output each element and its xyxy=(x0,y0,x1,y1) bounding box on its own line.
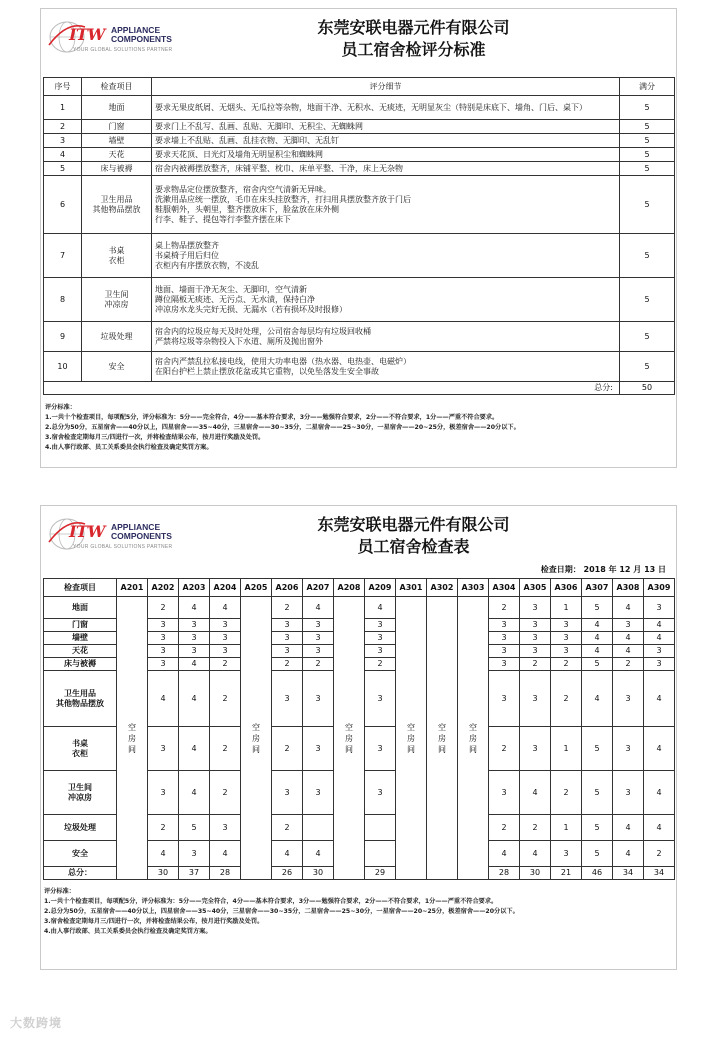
row-item: 垃圾处理 xyxy=(82,322,152,352)
row-score: 5 xyxy=(620,134,675,148)
row-item: 书桌 衣柜 xyxy=(82,234,152,278)
score-cell: 4 xyxy=(644,632,675,645)
score-cell: 4 xyxy=(179,727,210,771)
scoring-notes-2: 评分标准： 1.一共十个检查项目，每项配5分，评分标准为：5分——完全符合，4分——基本符合要求，3分——勉强符合要求，2分——不符合要求，1分——严重不符合要求。 2.总分为50分，五星宿舍——40分以上，四星宿舍——35~40分，三星宿舍——30~35分，二星宿舍——25~30分，一星宿舍——20~25分，极差宿舍——20分以下。 3.宿舍检查定期每月三/四进行一次，并将检查结果公布，按月进行奖励及处罚。 4.由人事行政部、员工关系委员会执行检查及确定奖罚方案。 xyxy=(44,888,519,935)
inspection-item: 卫生间 冲凉房 xyxy=(44,771,117,815)
score-cell: 3 xyxy=(520,619,551,632)
score-cell: 3 xyxy=(551,841,582,867)
room-header: A205 xyxy=(241,579,272,597)
vacant-room-cell: 空 房 间 xyxy=(241,597,272,880)
room-header: A303 xyxy=(458,579,489,597)
sheet-title-block xyxy=(191,514,636,558)
score-cell: 4 xyxy=(644,671,675,727)
total-cell: 21 xyxy=(551,867,582,880)
row-details: 宿舍内严禁乱拉私接电线，使用大功率电器（热水器、电热壶、电磁炉） 在阳台护栏上禁止摆放花盆或其它重物，以免坠落发生安全事故 xyxy=(152,352,620,382)
row-number: 3 xyxy=(44,134,82,148)
row-number: 7 xyxy=(44,234,82,278)
score-cell: 2 xyxy=(365,658,396,671)
score-cell: 5 xyxy=(179,815,210,841)
score-cell: 3 xyxy=(551,619,582,632)
row-score: 5 xyxy=(620,322,675,352)
score-cell: 2 xyxy=(489,597,520,619)
vacant-room-cell: 空 房 间 xyxy=(117,597,148,880)
score-cell: 3 xyxy=(520,727,551,771)
score-cell: 3 xyxy=(644,597,675,619)
row-details: 桌上物品摆放整齐 书桌椅子用后归位 衣柜内有序摆放衣物，不凌乱 xyxy=(152,234,620,278)
room-header: A301 xyxy=(396,579,427,597)
score-cell: 4 xyxy=(613,815,644,841)
score-cell: 3 xyxy=(365,727,396,771)
row-details: 要求无果皮纸屑、无烟头、无瓜拉等杂物，地面干净、无积水、无痰迹，无明显灰尘（特别是床底下、墙角、门后、桌下） xyxy=(152,96,620,120)
logo-tagline: YOUR GLOBAL SOLUTIONS PARTNER xyxy=(73,544,173,550)
col-header-no: 序号 xyxy=(44,78,82,96)
score-cell: 4 xyxy=(365,597,396,619)
score-cell: 3 xyxy=(272,645,303,658)
logo-mark: ITW xyxy=(69,522,105,541)
score-cell: 3 xyxy=(365,771,396,815)
standard-row xyxy=(44,120,675,134)
score-cell: 3 xyxy=(520,632,551,645)
score-cell: 4 xyxy=(520,771,551,815)
score-cell: 4 xyxy=(303,841,334,867)
score-cell: 3 xyxy=(365,645,396,658)
score-cell: 3 xyxy=(489,645,520,658)
inspection-item: 书桌 衣柜 xyxy=(44,727,117,771)
score-cell: 4 xyxy=(148,671,179,727)
inspection-item: 地面 xyxy=(44,597,117,619)
total-label: 总分: xyxy=(44,382,620,395)
score-cell: 1 xyxy=(551,727,582,771)
score-cell: 2 xyxy=(489,727,520,771)
score-cell: 4 xyxy=(179,658,210,671)
sheet-header xyxy=(41,506,676,568)
score-cell: 4 xyxy=(179,671,210,727)
row-item: 地面 xyxy=(82,96,152,120)
score-cell: 3 xyxy=(179,632,210,645)
score-cell: 5 xyxy=(582,815,613,841)
score-cell: 3 xyxy=(613,619,644,632)
score-cell: 3 xyxy=(489,619,520,632)
score-cell: 3 xyxy=(489,771,520,815)
score-cell: 2 xyxy=(148,597,179,619)
company-name: 东莞安联电器元件有限公司 xyxy=(317,18,510,37)
score-cell: 4 xyxy=(520,841,551,867)
room-header: A207 xyxy=(303,579,334,597)
row-number: 5 xyxy=(44,162,82,176)
score-cell: 4 xyxy=(613,632,644,645)
score-cell: 3 xyxy=(272,771,303,815)
total-cell: 28 xyxy=(489,867,520,880)
row-details: 要求门上不乱写、乱画、乱贴、无脚印、无积尘、无蜘蛛网 xyxy=(152,120,620,134)
score-cell: 4 xyxy=(613,841,644,867)
score-cell: 2 xyxy=(303,658,334,671)
row-details: 要求天花顶、日光灯及墙角无明显积尘和蜘蛛网 xyxy=(152,148,620,162)
score-cell: 4 xyxy=(148,841,179,867)
score-cell: 3 xyxy=(272,619,303,632)
inspection-item: 卫生用品 其他物品摆放 xyxy=(44,671,117,727)
score-cell: 3 xyxy=(272,671,303,727)
score-cell: 3 xyxy=(148,727,179,771)
score-cell: 3 xyxy=(303,671,334,727)
score-cell: 3 xyxy=(520,645,551,658)
col-header-item: 检查项目 xyxy=(44,579,117,597)
score-cell: 5 xyxy=(582,771,613,815)
row-score: 5 xyxy=(620,352,675,382)
scoring-notes: 评分标准： 1.一共十个检查项目，每项配5分，评分标准为：5分——完全符合，4分——基本符合要求，3分——勉强符合要求，2分——不符合要求，1分——严重不符合要求。 2.总分为50分，五星宿舍——40分以上，四星宿舍——35~40分，三星宿舍——30~35分，二星宿舍——25~30分，一星宿舍——20~25分，极差宿舍——20分以下。 3.宿舍检查定期每月三/四进行一次，并将检查结果公布，按月进行奖励及处罚。 4.由人事行政部、员工关系委员会执行检查及确定奖罚方案。 xyxy=(45,404,520,451)
score-cell: 3 xyxy=(303,632,334,645)
score-cell: 2 xyxy=(644,841,675,867)
sheet-title: 员工宿舍检查表 xyxy=(357,537,470,556)
col-header-details: 评分细节 xyxy=(152,78,620,96)
score-cell: 3 xyxy=(179,841,210,867)
score-cell: 2 xyxy=(272,658,303,671)
score-cell: 4 xyxy=(613,597,644,619)
row-number: 1 xyxy=(44,96,82,120)
score-cell: 3 xyxy=(613,727,644,771)
score-cell: 3 xyxy=(365,619,396,632)
standard-row xyxy=(44,278,675,322)
score-cell: 3 xyxy=(489,671,520,727)
col-header-item: 检查项目 xyxy=(82,78,152,96)
score-cell: 2 xyxy=(551,658,582,671)
score-cell: 2 xyxy=(210,727,241,771)
score-cell: 4 xyxy=(644,771,675,815)
row-score: 5 xyxy=(620,148,675,162)
row-score: 5 xyxy=(620,278,675,322)
score-cell: 3 xyxy=(210,619,241,632)
row-number: 6 xyxy=(44,176,82,234)
room-header: A201 xyxy=(117,579,148,597)
score-cell: 3 xyxy=(148,632,179,645)
room-header: A206 xyxy=(272,579,303,597)
standard-row xyxy=(44,352,675,382)
score-cell: 2 xyxy=(551,671,582,727)
score-cell: 3 xyxy=(489,658,520,671)
score-cell: 1 xyxy=(551,597,582,619)
score-cell: 2 xyxy=(520,815,551,841)
standard-row xyxy=(44,134,675,148)
row-item: 安全 xyxy=(82,352,152,382)
row-item: 门窗 xyxy=(82,120,152,134)
table-header-row xyxy=(44,579,675,597)
company-name: 东莞安联电器元件有限公司 xyxy=(317,515,510,534)
score-cell: 4 xyxy=(644,619,675,632)
row-number: 10 xyxy=(44,352,82,382)
score-cell: 4 xyxy=(644,727,675,771)
room-header: A306 xyxy=(551,579,582,597)
room-header: A302 xyxy=(427,579,458,597)
score-cell: 4 xyxy=(489,841,520,867)
row-number: 2 xyxy=(44,120,82,134)
row-score: 5 xyxy=(620,176,675,234)
inspection-item: 床与被褥 xyxy=(44,658,117,671)
score-cell: 4 xyxy=(644,815,675,841)
sheet-title-block xyxy=(191,17,636,61)
room-header: A308 xyxy=(613,579,644,597)
score-cell: 4 xyxy=(179,771,210,815)
score-cell: 3 xyxy=(179,619,210,632)
inspection-row xyxy=(44,597,675,619)
col-header-score: 满分 xyxy=(620,78,675,96)
score-cell: 4 xyxy=(582,645,613,658)
scoring-standard-table xyxy=(43,77,675,395)
standard-row xyxy=(44,176,675,234)
total-label: 总分： xyxy=(44,867,117,880)
logo-tagline: YOUR GLOBAL SOLUTIONS PARTNER xyxy=(73,47,173,53)
logo-mark: ITW xyxy=(69,25,105,44)
row-score: 5 xyxy=(620,234,675,278)
standard-row xyxy=(44,148,675,162)
score-cell: 3 xyxy=(365,632,396,645)
vacant-room-cell: 空 房 间 xyxy=(427,597,458,880)
company-logo xyxy=(47,514,197,558)
vacant-room-cell: 空 房 间 xyxy=(396,597,427,880)
scoring-standard-sheet xyxy=(40,8,677,468)
total-cell: 28 xyxy=(210,867,241,880)
inspection-item: 安全 xyxy=(44,841,117,867)
room-header: A203 xyxy=(179,579,210,597)
row-item: 墙壁 xyxy=(82,134,152,148)
score-cell: 3 xyxy=(303,771,334,815)
score-cell: 2 xyxy=(551,771,582,815)
sheet-title: 员工宿舍检评分标准 xyxy=(341,40,486,59)
total-cell: 37 xyxy=(179,867,210,880)
score-cell: 2 xyxy=(148,815,179,841)
score-cell: 4 xyxy=(210,597,241,619)
total-cell: 46 xyxy=(582,867,613,880)
logo-text: APPLIANCE COMPONENTS xyxy=(111,25,172,44)
inspection-date: 检查日期： 2018 年 12 月 13 日 xyxy=(540,565,666,574)
row-score: 5 xyxy=(620,120,675,134)
score-cell: 3 xyxy=(644,645,675,658)
score-cell: 4 xyxy=(582,671,613,727)
company-logo xyxy=(47,17,197,61)
row-item: 天花 xyxy=(82,148,152,162)
score-cell xyxy=(303,815,334,841)
watermark: 大数跨境 xyxy=(10,1016,63,1030)
score-cell: 3 xyxy=(148,645,179,658)
inspection-table xyxy=(43,578,675,880)
score-cell: 4 xyxy=(303,597,334,619)
total-cell: 30 xyxy=(148,867,179,880)
score-cell: 2 xyxy=(520,658,551,671)
score-cell: 3 xyxy=(148,771,179,815)
score-cell: 2 xyxy=(210,771,241,815)
row-number: 9 xyxy=(44,322,82,352)
standard-row xyxy=(44,162,675,176)
score-cell: 2 xyxy=(210,671,241,727)
row-details: 要求墙上不乱贴、乱画、乱挂衣物、无脚印、无乱钉 xyxy=(152,134,620,148)
room-header: A309 xyxy=(644,579,675,597)
score-cell: 3 xyxy=(272,632,303,645)
score-cell: 3 xyxy=(520,597,551,619)
score-cell: 3 xyxy=(210,815,241,841)
sheet-header xyxy=(41,9,676,71)
score-cell: 3 xyxy=(303,727,334,771)
score-cell: 1 xyxy=(551,815,582,841)
score-cell: 4 xyxy=(582,632,613,645)
room-header: A208 xyxy=(334,579,365,597)
total-cell: 29 xyxy=(365,867,396,880)
score-cell xyxy=(365,815,396,841)
room-header: A304 xyxy=(489,579,520,597)
score-cell: 3 xyxy=(489,632,520,645)
score-cell: 5 xyxy=(582,727,613,771)
score-cell: 4 xyxy=(613,645,644,658)
total-cell: 30 xyxy=(303,867,334,880)
total-cell: 34 xyxy=(644,867,675,880)
score-cell: 4 xyxy=(272,841,303,867)
standard-row xyxy=(44,322,675,352)
score-cell: 3 xyxy=(210,645,241,658)
table-header-row xyxy=(44,78,675,96)
room-header: A307 xyxy=(582,579,613,597)
inspection-item: 门窗 xyxy=(44,619,117,632)
score-cell: 3 xyxy=(303,645,334,658)
score-cell: 5 xyxy=(582,841,613,867)
vacant-room-cell: 空 房 间 xyxy=(458,597,489,880)
row-number: 8 xyxy=(44,278,82,322)
score-cell: 3 xyxy=(644,658,675,671)
room-header: A209 xyxy=(365,579,396,597)
room-header: A202 xyxy=(148,579,179,597)
score-cell: 3 xyxy=(148,658,179,671)
inspection-item: 天花 xyxy=(44,645,117,658)
room-header: A305 xyxy=(520,579,551,597)
score-cell: 2 xyxy=(272,597,303,619)
score-cell: 3 xyxy=(520,671,551,727)
row-score: 5 xyxy=(620,96,675,120)
row-details: 宿舍内被褥摆放整齐，床铺平整、枕巾、床单平整、干净，床上无杂物 xyxy=(152,162,620,176)
score-cell: 3 xyxy=(210,632,241,645)
total-cell: 34 xyxy=(613,867,644,880)
row-item: 卫生间 冲凉房 xyxy=(82,278,152,322)
standard-row xyxy=(44,96,675,120)
score-cell: 3 xyxy=(179,645,210,658)
row-number: 4 xyxy=(44,148,82,162)
total-value: 50 xyxy=(620,382,675,395)
score-cell: 4 xyxy=(210,841,241,867)
score-cell: 3 xyxy=(148,619,179,632)
score-cell: 3 xyxy=(303,619,334,632)
score-cell: 3 xyxy=(551,645,582,658)
score-cell: 5 xyxy=(582,658,613,671)
score-cell: 3 xyxy=(613,671,644,727)
score-cell: 4 xyxy=(582,619,613,632)
row-details: 要求物品定位摆放整齐，宿舍内空气清新无异味。 洗漱用品应统一摆放，毛巾在床头挂放整齐，打扫用具摆放整齐放于门后 鞋服朝外，头朝里，整齐摆放床下，脸盆放在床外侧 行李、鞋子、提包等行李整齐摆在床下 xyxy=(152,176,620,234)
inspection-item: 垃圾处理 xyxy=(44,815,117,841)
row-item: 床与被褥 xyxy=(82,162,152,176)
row-details: 地面、墙面干净无灰尘、无脚印，空气清新 蹲位隔板无痰迹、无污点、无水渍，保持白净 冲凉房水龙头完好无损、无漏水（若有损坏及时报修） xyxy=(152,278,620,322)
room-header: A204 xyxy=(210,579,241,597)
score-cell: 3 xyxy=(551,632,582,645)
score-cell: 2 xyxy=(210,658,241,671)
score-cell: 2 xyxy=(272,815,303,841)
standard-row xyxy=(44,234,675,278)
score-cell: 2 xyxy=(613,658,644,671)
score-cell: 4 xyxy=(179,597,210,619)
score-cell xyxy=(365,841,396,867)
score-cell: 5 xyxy=(582,597,613,619)
row-item: 卫生用品 其他物品摆放 xyxy=(82,176,152,234)
vacant-room-cell: 空 房 间 xyxy=(334,597,365,880)
total-cell: 26 xyxy=(272,867,303,880)
logo-text: APPLIANCE COMPONENTS xyxy=(111,522,172,541)
score-cell: 3 xyxy=(365,671,396,727)
row-score: 5 xyxy=(620,162,675,176)
score-cell: 3 xyxy=(613,771,644,815)
score-cell: 2 xyxy=(489,815,520,841)
total-row xyxy=(44,382,675,395)
score-cell: 2 xyxy=(272,727,303,771)
row-details: 宿舍内的垃圾应每天及时处理，公司宿舍每层均有垃圾回收桶 严禁将垃圾等杂物投入下水道、厕所及抛出窗外 xyxy=(152,322,620,352)
inspection-item: 墙壁 xyxy=(44,632,117,645)
total-cell: 30 xyxy=(520,867,551,880)
